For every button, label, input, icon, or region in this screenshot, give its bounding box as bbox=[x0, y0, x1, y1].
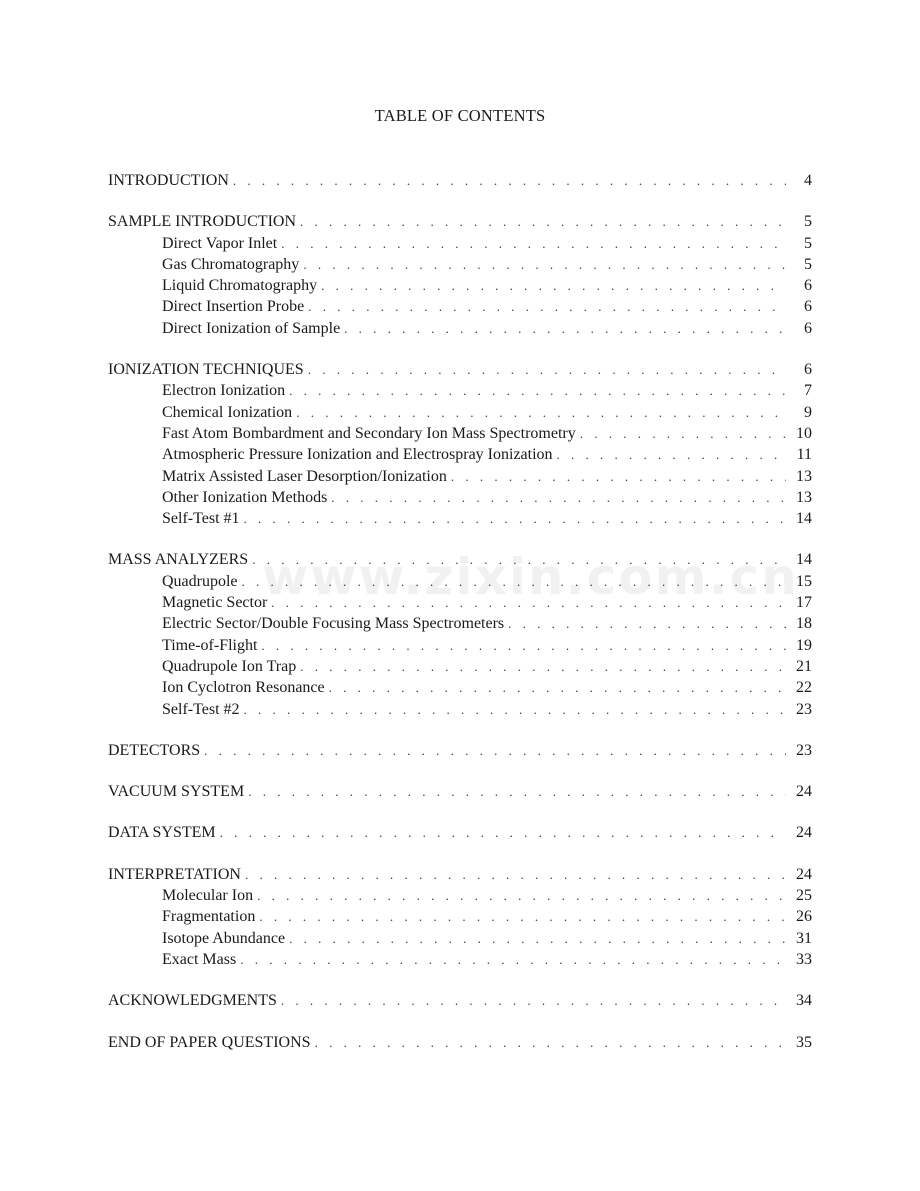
toc-page-number: 25 bbox=[796, 887, 812, 905]
toc-entry-title: ACKNOWLEDGMENTS bbox=[108, 992, 277, 1010]
dot-leader bbox=[204, 740, 786, 761]
toc-entry-title: Electron Ionization bbox=[162, 382, 286, 400]
toc-entry-title: Molecular Ion bbox=[162, 887, 254, 905]
section-gap bbox=[108, 1012, 812, 1032]
toc-page-number: 18 bbox=[796, 615, 812, 633]
toc-subsection-entry[interactable] bbox=[108, 592, 812, 613]
toc-entry-title: Direct Vapor Inlet bbox=[162, 234, 278, 252]
toc-subsection-entry[interactable] bbox=[108, 508, 812, 529]
toc-page-number: 7 bbox=[804, 382, 812, 400]
dot-leader bbox=[245, 864, 786, 885]
toc-page-number: 5 bbox=[804, 255, 812, 273]
toc-section-entry[interactable] bbox=[108, 781, 812, 802]
toc-page-number: 14 bbox=[796, 510, 812, 528]
toc-subsection-entry[interactable] bbox=[108, 423, 812, 444]
toc-page-number: 9 bbox=[804, 403, 812, 421]
dot-leader bbox=[451, 466, 786, 487]
toc-page-number: 21 bbox=[796, 657, 812, 675]
toc-entry-title: DETECTORS bbox=[108, 741, 201, 759]
toc-page-number: 15 bbox=[796, 572, 812, 590]
toc-subsection-entry[interactable] bbox=[108, 656, 812, 677]
toc-page-number: 31 bbox=[796, 929, 812, 947]
toc-page-number: 14 bbox=[796, 551, 812, 569]
dot-leader bbox=[308, 296, 786, 317]
toc-entry-title: VACUUM SYSTEM bbox=[108, 783, 245, 801]
toc-subsection-entry[interactable] bbox=[108, 928, 812, 949]
toc-subsection-entry[interactable] bbox=[108, 380, 812, 401]
toc-page-number: 5 bbox=[804, 213, 812, 231]
toc-subsection-entry[interactable] bbox=[108, 885, 812, 906]
dot-leader bbox=[281, 233, 786, 254]
dot-leader bbox=[308, 359, 786, 380]
toc-entry-title: INTERPRETATION bbox=[108, 865, 241, 883]
page-title: TABLE OF CONTENTS bbox=[374, 106, 546, 125]
toc-entry-title: Other Ionization Methods bbox=[162, 488, 328, 506]
toc-page-number: 11 bbox=[796, 446, 812, 464]
toc-entry-title: Ion Cyclotron Resonance bbox=[162, 679, 325, 697]
toc-subsection-entry[interactable] bbox=[108, 613, 812, 634]
toc-entry-title: Quadrupole Ion Trap bbox=[162, 657, 297, 675]
toc-subsection-entry[interactable] bbox=[108, 318, 812, 339]
dot-leader bbox=[300, 656, 786, 677]
toc-section-entry[interactable] bbox=[108, 549, 812, 570]
dot-leader bbox=[281, 990, 786, 1011]
toc-subsection-entry[interactable] bbox=[108, 571, 812, 592]
toc-page-number: 34 bbox=[796, 992, 812, 1010]
toc-entry-title: Matrix Assisted Laser Desorption/Ionization bbox=[162, 467, 447, 485]
section-gap bbox=[108, 529, 812, 549]
toc-section-entry[interactable] bbox=[108, 990, 812, 1011]
dot-leader bbox=[296, 402, 786, 423]
toc-entry-title: Exact Mass bbox=[162, 950, 237, 968]
dot-leader bbox=[244, 508, 786, 529]
toc-entry-title: Self-Test #2 bbox=[162, 700, 240, 718]
section-gap bbox=[108, 802, 812, 822]
toc-page-number: 33 bbox=[796, 950, 812, 968]
dot-leader bbox=[508, 613, 786, 634]
toc-page-number: 22 bbox=[796, 679, 812, 697]
toc-entry-title: Fast Atom Bombardment and Secondary Ion Mass Spectrometry bbox=[162, 424, 576, 442]
toc-entry-title: Atmospheric Pressure Ionization and Electrospray Ionization bbox=[162, 446, 553, 464]
section-gap bbox=[108, 761, 812, 781]
toc-section-entry[interactable] bbox=[108, 864, 812, 885]
toc-section-entry[interactable] bbox=[108, 822, 812, 843]
toc-page-number: 23 bbox=[796, 741, 812, 759]
watermark: www.zixin.com.cn bbox=[262, 548, 799, 606]
toc-page-number: 19 bbox=[796, 636, 812, 654]
toc-entry-title: SAMPLE INTRODUCTION bbox=[108, 213, 296, 231]
dot-leader bbox=[580, 423, 786, 444]
toc-page-number: 6 bbox=[804, 277, 812, 295]
toc-entry-title: Quadrupole bbox=[162, 572, 238, 590]
toc-entry-title: Liquid Chromatography bbox=[162, 277, 318, 295]
toc-subsection-entry[interactable] bbox=[108, 254, 812, 275]
dot-leader bbox=[315, 1032, 786, 1053]
section-gap bbox=[108, 720, 812, 740]
toc-entry-title: END OF PAPER QUESTIONS bbox=[108, 1033, 311, 1051]
dot-leader bbox=[233, 170, 786, 191]
toc-page-number: 13 bbox=[796, 467, 812, 485]
dot-leader bbox=[289, 928, 786, 949]
toc-page-number: 6 bbox=[804, 361, 812, 379]
dot-leader bbox=[289, 380, 786, 401]
toc-section-entry[interactable] bbox=[108, 1032, 812, 1053]
toc-entry-title: Isotope Abundance bbox=[162, 929, 286, 947]
section-gap bbox=[108, 844, 812, 864]
dot-leader bbox=[257, 885, 786, 906]
dot-leader bbox=[261, 635, 786, 656]
toc-entry-title: MASS ANALYZERS bbox=[108, 551, 249, 569]
dot-leader bbox=[321, 275, 786, 296]
toc-subsection-entry[interactable] bbox=[108, 906, 812, 927]
toc-page-number: 13 bbox=[796, 488, 812, 506]
dot-leader bbox=[259, 906, 786, 927]
toc-subsection-entry[interactable] bbox=[108, 487, 812, 508]
toc-section-entry[interactable] bbox=[108, 211, 812, 232]
toc-subsection-entry[interactable] bbox=[108, 699, 812, 720]
toc-page-number: 24 bbox=[796, 783, 812, 801]
toc-subsection-entry[interactable] bbox=[108, 402, 812, 423]
toc-subsection-entry[interactable] bbox=[108, 444, 812, 465]
dot-leader bbox=[344, 318, 786, 339]
dot-leader bbox=[248, 781, 786, 802]
section-gap bbox=[108, 970, 812, 990]
toc-section-entry[interactable] bbox=[108, 740, 812, 761]
dot-leader bbox=[329, 677, 786, 698]
toc-entry-title: Electric Sector/Double Focusing Mass Spectrometers bbox=[162, 615, 505, 633]
toc-page-number: 6 bbox=[804, 319, 812, 337]
toc-entry-title: IONIZATION TECHNIQUES bbox=[108, 361, 304, 379]
table-of-contents bbox=[108, 170, 812, 1053]
toc-page-number: 4 bbox=[804, 172, 812, 189]
dot-leader bbox=[331, 487, 786, 508]
dot-leader bbox=[242, 571, 786, 592]
dot-leader bbox=[252, 549, 786, 570]
dot-leader bbox=[303, 254, 786, 275]
toc-subsection-entry[interactable] bbox=[108, 466, 812, 487]
section-gap bbox=[108, 339, 812, 359]
toc-page-number: 5 bbox=[804, 234, 812, 252]
dot-leader bbox=[220, 822, 786, 843]
dot-leader bbox=[244, 699, 786, 720]
toc-entry-title: Chemical Ionization bbox=[162, 403, 293, 421]
toc-page-number: 26 bbox=[796, 908, 812, 926]
toc-entry-title: DATA SYSTEM bbox=[108, 824, 216, 842]
toc-subsection-entry[interactable] bbox=[108, 296, 812, 317]
dot-leader bbox=[300, 211, 786, 232]
dot-leader bbox=[271, 592, 786, 613]
toc-entry-title: Direct Insertion Probe bbox=[162, 298, 305, 316]
dot-leader bbox=[557, 444, 786, 465]
toc-section-entry[interactable] bbox=[108, 170, 812, 191]
toc-page-number: 24 bbox=[796, 824, 812, 842]
dot-leader bbox=[240, 949, 786, 970]
toc-page-number: 17 bbox=[796, 594, 812, 612]
toc-page-number: 6 bbox=[804, 298, 812, 316]
toc-entry-title: Direct Ionization of Sample bbox=[162, 319, 341, 337]
toc-subsection-entry[interactable] bbox=[108, 677, 812, 698]
toc-page-number: 35 bbox=[796, 1033, 812, 1051]
toc-entry-title: Gas Chromatography bbox=[162, 255, 300, 273]
toc-entry-title: Fragmentation bbox=[162, 908, 256, 926]
toc-entry-title: Time-of-Flight bbox=[162, 636, 258, 654]
toc-page-number: 10 bbox=[796, 424, 812, 442]
toc-page-number: 24 bbox=[796, 865, 812, 883]
toc-subsection-entry[interactable] bbox=[108, 275, 812, 296]
toc-subsection-entry[interactable] bbox=[108, 233, 812, 254]
toc-page-number: 23 bbox=[796, 700, 812, 718]
toc-entry-title: INTRODUCTION bbox=[108, 172, 229, 189]
section-gap bbox=[108, 191, 812, 211]
toc-subsection-entry[interactable] bbox=[108, 635, 812, 656]
toc-section-entry[interactable] bbox=[108, 359, 812, 380]
toc-entry-title: Magnetic Sector bbox=[162, 594, 268, 612]
toc-entry-title: Self-Test #1 bbox=[162, 510, 240, 528]
toc-subsection-entry[interactable] bbox=[108, 949, 812, 970]
